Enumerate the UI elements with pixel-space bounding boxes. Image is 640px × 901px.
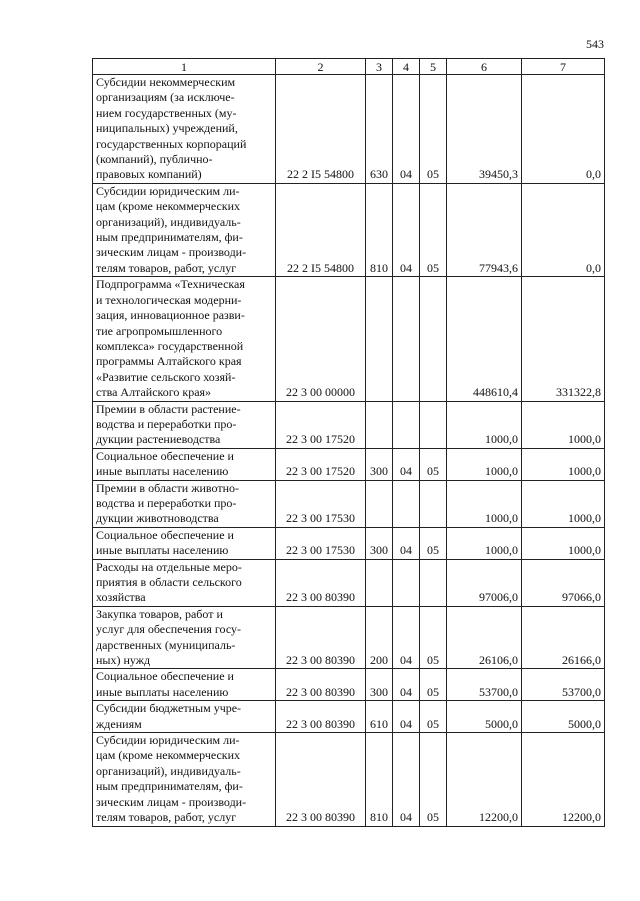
row-name-line: дукции растениеводства [96, 432, 221, 447]
row-name-cell [93, 559, 276, 606]
row-rz-cell: 04 [393, 701, 420, 733]
row-name-line: нием государственных (му- [96, 105, 237, 120]
row-vr-cell: 300 [366, 527, 393, 559]
table-row [93, 701, 605, 733]
row-rz-cell: 04 [393, 733, 420, 826]
row-sum2-cell: 5000,0 [522, 701, 605, 733]
row-vr-cell: 610 [366, 701, 393, 733]
row-code-cell: 22 3 00 80390 [276, 701, 366, 733]
row-sum1-cell: 1000,0 [447, 401, 522, 448]
row-vr-cell: 810 [366, 733, 393, 826]
row-name-line: ства Алтайского края» [96, 385, 212, 400]
row-rz-cell: 04 [393, 527, 420, 559]
row-name-line: Субсидии юридическим ли- [96, 733, 240, 748]
column-header: 5 [420, 59, 447, 75]
row-name-line: зическим лицам - производи- [96, 794, 247, 809]
row-sum2-cell: 1000,0 [522, 527, 605, 559]
row-vr-cell [366, 559, 393, 606]
row-pr-cell: 05 [420, 606, 447, 669]
row-name-line: (компаний), публично- [96, 152, 213, 167]
row-name-line: Субсидии некоммерческим [96, 75, 236, 89]
row-code-cell: 22 3 00 17520 [276, 448, 366, 480]
row-name-line: телям товаров, работ, услуг [96, 810, 237, 825]
row-name-cell [93, 401, 276, 448]
row-sum1-cell: 448610,4 [447, 277, 522, 401]
row-name-cell [93, 183, 276, 276]
row-name-cell [93, 701, 276, 733]
row-vr-cell: 810 [366, 183, 393, 276]
row-name-line: организациям (за исключе- [96, 90, 235, 105]
row-sum2-cell: 12200,0 [522, 733, 605, 826]
row-code-cell: 22 3 00 17520 [276, 401, 366, 448]
row-code-cell: 22 3 00 17530 [276, 527, 366, 559]
row-vr-cell: 200 [366, 606, 393, 669]
row-code-cell: 22 3 00 17530 [276, 480, 366, 527]
row-name-line: ждениям [96, 716, 142, 731]
row-rz-cell: 04 [393, 448, 420, 480]
row-sum2-cell: 53700,0 [522, 669, 605, 701]
row-name-line: комплекса» государственной [96, 338, 244, 353]
page-number: 543 [586, 37, 604, 51]
row-name-line: организаций), индивидуаль- [96, 763, 241, 778]
row-name-line: Социальное обеспечение и [96, 669, 234, 684]
row-name-line: услуг для обеспечения госу- [96, 622, 242, 637]
row-name-line: иные выплаты населению [96, 543, 229, 558]
column-header: 2 [276, 59, 366, 75]
row-vr-cell [366, 277, 393, 401]
row-pr-cell: 05 [420, 75, 447, 184]
row-code-cell: 22 3 00 80390 [276, 559, 366, 606]
row-pr-cell [420, 559, 447, 606]
row-name-line: ниципальных) учреждений, [96, 121, 238, 136]
row-rz-cell [393, 480, 420, 527]
row-name-cell [93, 277, 276, 401]
row-name-line: дарственных (муниципаль- [96, 637, 236, 652]
row-sum1-cell: 97006,0 [447, 559, 522, 606]
row-pr-cell: 05 [420, 669, 447, 701]
row-name-line: ных) нужд [96, 653, 151, 668]
row-name-line: Социальное обеспечение и [96, 527, 234, 542]
table-row [93, 606, 605, 669]
column-header: 7 [522, 59, 605, 75]
row-name-line: Закупка товаров, работ и [96, 606, 223, 621]
row-sum1-cell: 53700,0 [447, 669, 522, 701]
table-row [93, 401, 605, 448]
row-name-line: правовых компаний) [96, 167, 202, 182]
row-name-cell [93, 733, 276, 826]
row-code-cell: 22 2 I5 54800 [276, 75, 366, 184]
table-row [93, 75, 605, 184]
row-sum2-cell: 331322,8 [522, 277, 605, 401]
row-name-line: Премии в области животно- [96, 480, 240, 495]
row-name-line: ным предпринимателям, фи- [96, 779, 243, 794]
row-sum2-cell: 1000,0 [522, 480, 605, 527]
row-rz-cell: 04 [393, 183, 420, 276]
row-name-cell [93, 480, 276, 527]
row-name-line: тие агропромышленного [96, 323, 223, 338]
row-code-cell: 22 2 I5 54800 [276, 183, 366, 276]
row-sum2-cell: 97066,0 [522, 559, 605, 606]
row-sum2-cell: 26166,0 [522, 606, 605, 669]
table-row [93, 559, 605, 606]
table-row [93, 448, 605, 480]
table-row [93, 669, 605, 701]
table-row [93, 733, 605, 826]
row-name-line: водства и переработки про- [96, 495, 237, 510]
row-name-line: цам (кроме некоммерческих [96, 199, 241, 214]
row-rz-cell: 04 [393, 606, 420, 669]
table-row [93, 277, 605, 401]
row-name-line: государственных корпораций [96, 136, 247, 151]
row-sum1-cell: 12200,0 [447, 733, 522, 826]
row-sum2-cell: 1000,0 [522, 448, 605, 480]
row-code-cell: 22 3 00 00000 [276, 277, 366, 401]
row-pr-cell [420, 480, 447, 527]
row-name-line: иные выплаты населению [96, 464, 229, 479]
row-sum1-cell: 1000,0 [447, 448, 522, 480]
row-sum1-cell: 26106,0 [447, 606, 522, 669]
row-sum2-cell: 0,0 [522, 75, 605, 184]
column-header: 3 [366, 59, 393, 75]
row-name-line: Премии в области растение- [96, 401, 241, 416]
row-pr-cell: 05 [420, 448, 447, 480]
row-vr-cell: 630 [366, 75, 393, 184]
row-name-line: «Развитие сельского хозяй- [96, 369, 236, 384]
row-vr-cell [366, 401, 393, 448]
row-name-line: зическим лицам - производи- [96, 245, 247, 260]
row-vr-cell [366, 480, 393, 527]
row-name-line: зация, инновационное разви- [96, 308, 245, 323]
row-pr-cell [420, 401, 447, 448]
budget-table [92, 58, 605, 827]
row-pr-cell: 05 [420, 733, 447, 826]
row-sum2-cell: 0,0 [522, 183, 605, 276]
row-name-line: Субсидии юридическим ли- [96, 183, 240, 198]
row-name-cell [93, 527, 276, 559]
header-row [93, 59, 605, 75]
row-pr-cell: 05 [420, 701, 447, 733]
row-name-line: цам (кроме некоммерческих [96, 748, 241, 763]
row-name-cell [93, 448, 276, 480]
row-name-line: Расходы на отдельные меро- [96, 559, 242, 574]
row-name-line: телям товаров, работ, услуг [96, 260, 237, 275]
table-row [93, 527, 605, 559]
row-pr-cell: 05 [420, 183, 447, 276]
row-name-line: ным предпринимателям, фи- [96, 230, 243, 245]
row-sum1-cell: 39450,3 [447, 75, 522, 184]
row-name-line: хозяйства [96, 590, 146, 605]
row-sum1-cell: 5000,0 [447, 701, 522, 733]
row-name-line: программы Алтайского края [96, 354, 242, 369]
column-header: 4 [393, 59, 420, 75]
row-rz-cell [393, 401, 420, 448]
row-vr-cell: 300 [366, 448, 393, 480]
row-pr-cell [420, 277, 447, 401]
row-name-line: Субсидии бюджетным учре- [96, 701, 242, 716]
row-name-line: водства и переработки про- [96, 416, 237, 431]
row-name-line: приятия в области сельского [96, 575, 242, 589]
row-name-cell [93, 669, 276, 701]
row-sum2-cell: 1000,0 [522, 401, 605, 448]
row-rz-cell [393, 559, 420, 606]
row-sum1-cell: 1000,0 [447, 527, 522, 559]
row-name-line: организаций), индивидуаль- [96, 214, 241, 229]
table-row [93, 183, 605, 276]
row-code-cell: 22 3 00 80390 [276, 733, 366, 826]
row-code-cell: 22 3 00 80390 [276, 669, 366, 701]
column-header: 6 [447, 59, 522, 75]
row-code-cell: 22 3 00 80390 [276, 606, 366, 669]
row-name-line: Подпрограмма «Техническая [96, 277, 245, 292]
row-sum1-cell: 77943,6 [447, 183, 522, 276]
row-name-cell [93, 606, 276, 669]
row-name-cell [93, 75, 276, 184]
column-header: 1 [93, 59, 276, 75]
row-rz-cell: 04 [393, 669, 420, 701]
row-name-line: дукции животноводства [96, 511, 219, 526]
row-rz-cell: 04 [393, 75, 420, 184]
row-name-line: иные выплаты населению [96, 684, 229, 699]
row-name-line: Социальное обеспечение и [96, 448, 234, 463]
row-pr-cell: 05 [420, 527, 447, 559]
table-row [93, 480, 605, 527]
row-sum1-cell: 1000,0 [447, 480, 522, 527]
row-name-line: и технологическая модерни- [96, 292, 242, 307]
row-vr-cell: 300 [366, 669, 393, 701]
row-rz-cell [393, 277, 420, 401]
